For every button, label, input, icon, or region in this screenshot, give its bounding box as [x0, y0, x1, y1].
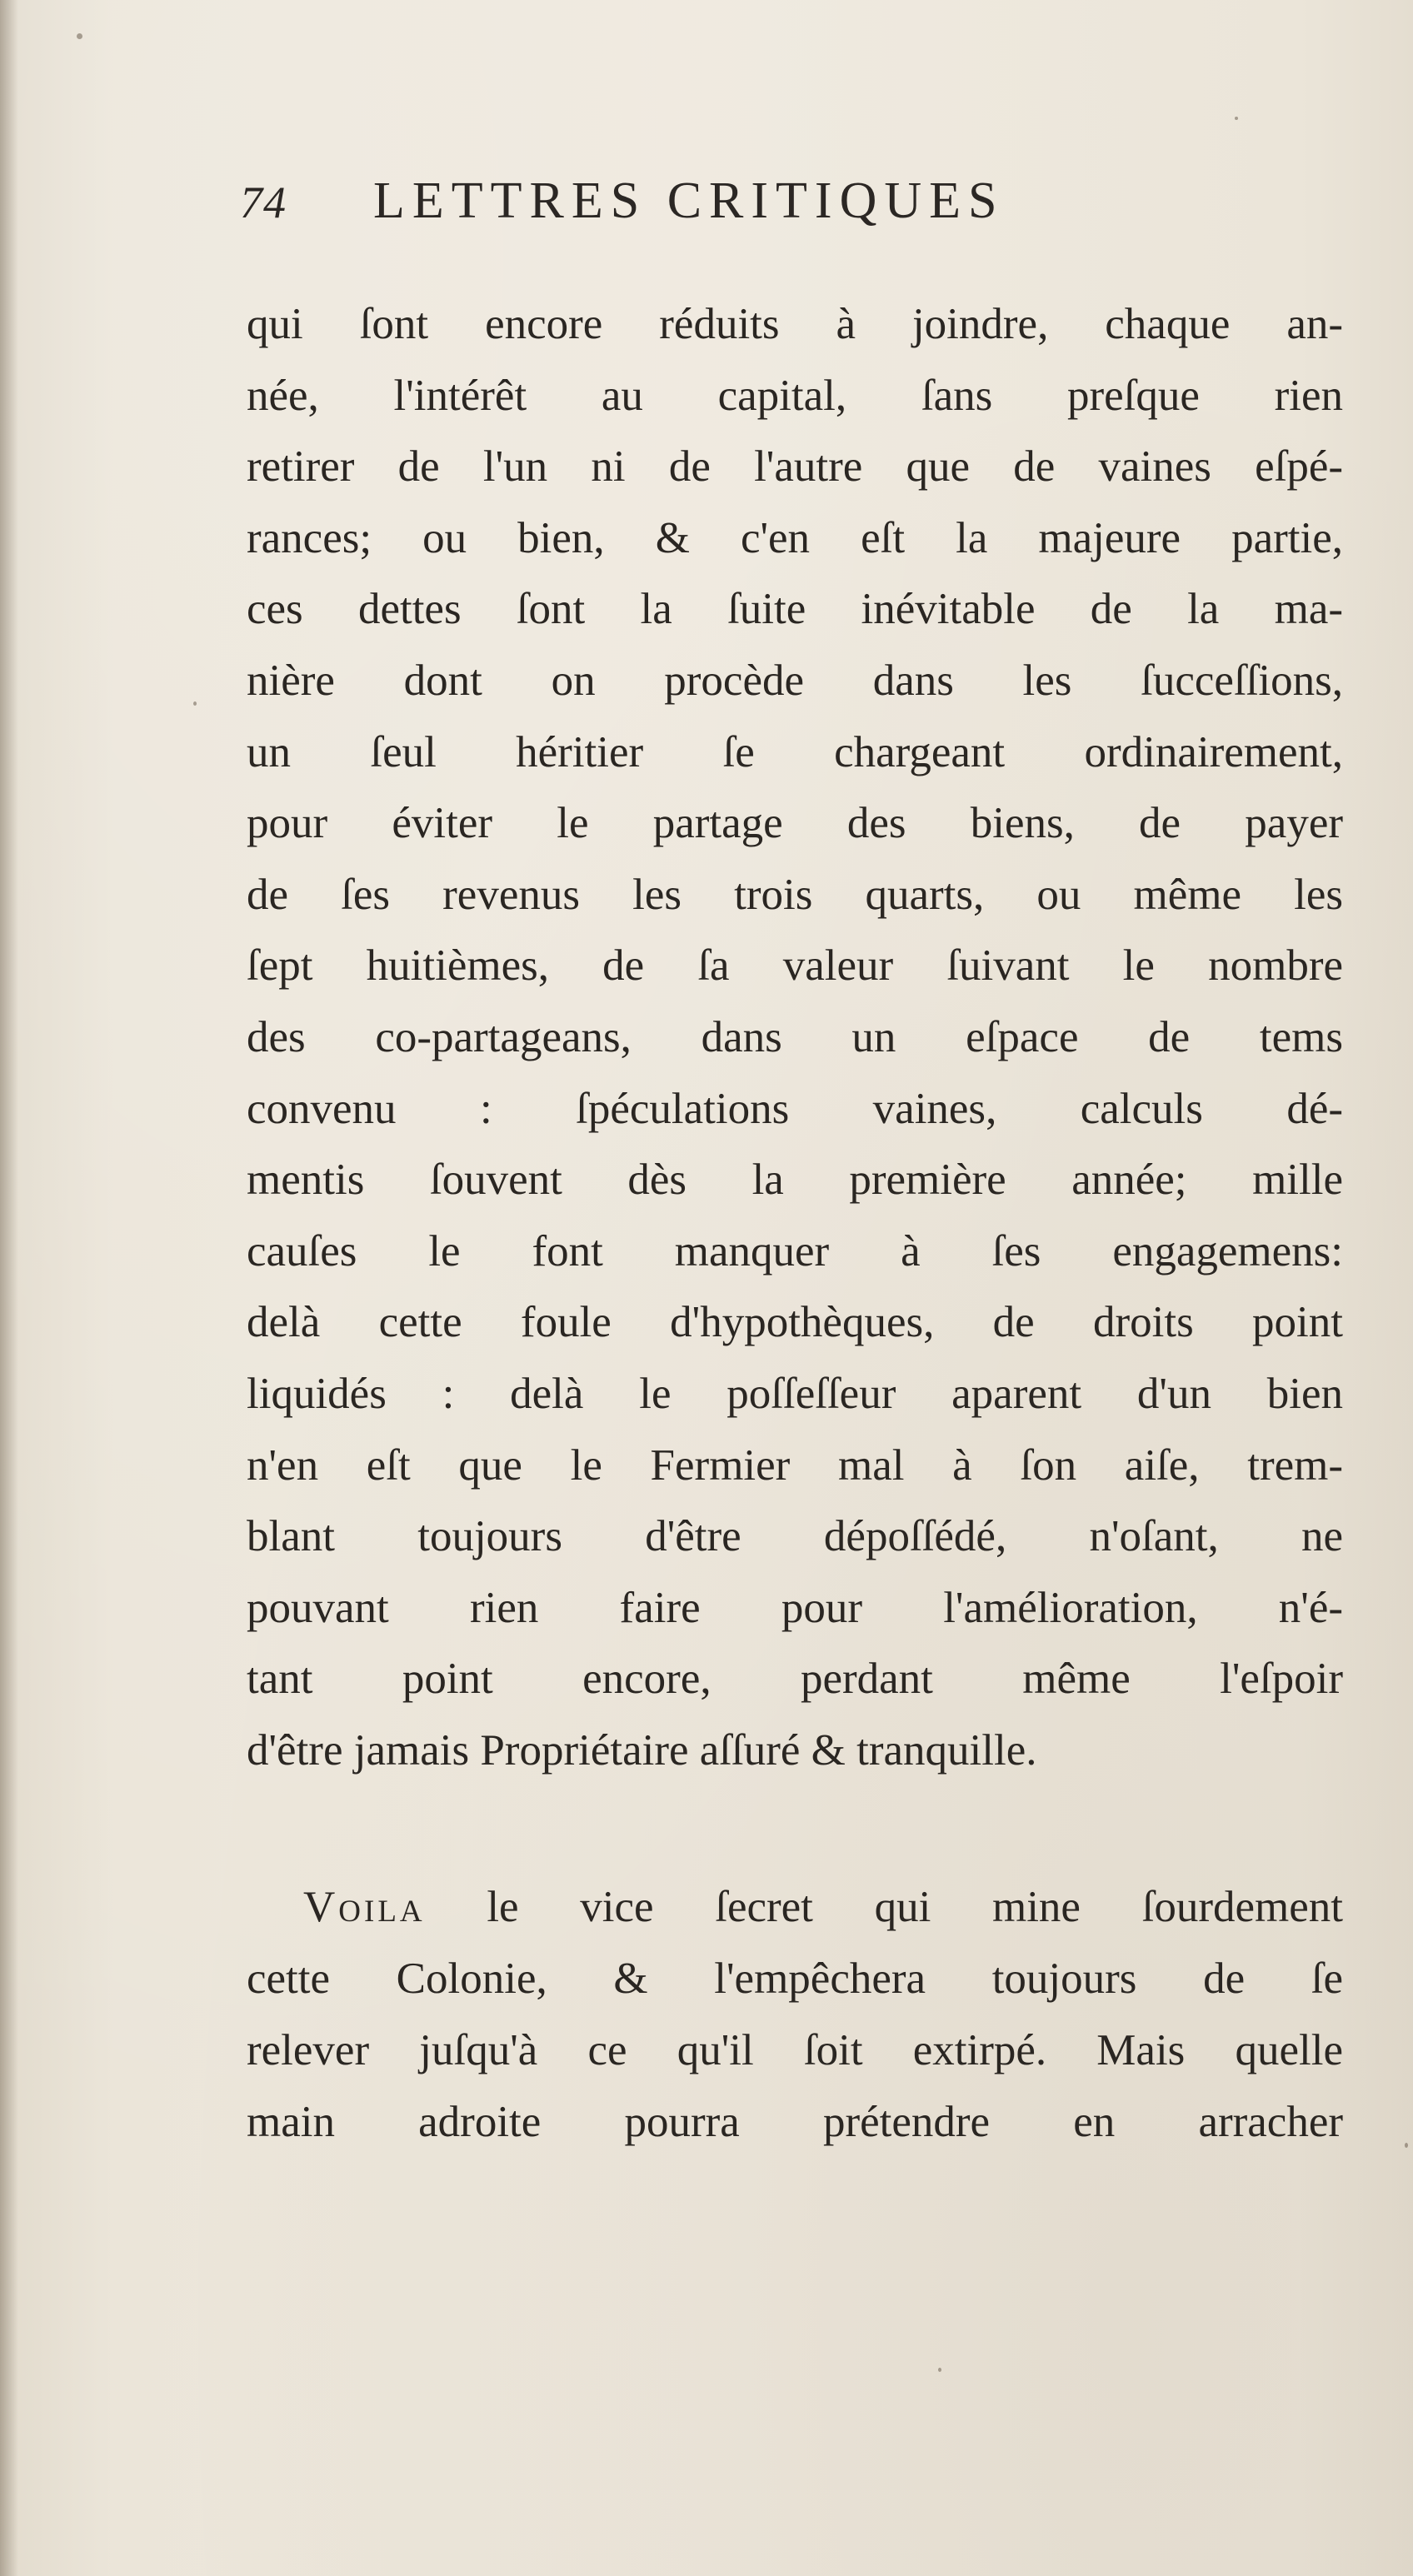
text-line: un ſeul héritier ſe chargeant ordinairement,: [247, 727, 1343, 776]
text-line: main adroite pourra prétendre en arracher: [247, 2098, 1343, 2146]
text-line: cette Colonie, & l'empêchera toujours de ſe: [247, 1954, 1343, 2003]
text-line: blant toujours d'être dépoſſédé, n'oſant, ne: [247, 1512, 1343, 1561]
paper-speck: [77, 33, 82, 39]
text-line: des co-partageans, dans un eſpace de tems: [247, 1012, 1343, 1061]
text-line: liquidés : delà le poſſeſſeur aparent d'un bien: [247, 1369, 1343, 1418]
paper-speck: [1405, 2143, 1408, 2148]
text-line: pour éviter le partage des biens, de payer: [247, 799, 1343, 848]
text-line: d'être jamais Propriétaire aſſuré & tranquille.: [247, 1725, 1037, 1775]
text-line: née, l'intérêt au capital, ſans preſque rien: [247, 371, 1343, 420]
page-number: 74: [240, 177, 287, 227]
text-line-first: [247, 1871, 1343, 1943]
text-line: ces dettes ſont la ſuite inévitable de la ma-: [247, 585, 1343, 634]
running-head: LETTRES CRITIQUES: [373, 172, 1005, 229]
text-line: n'en eſt que le Fermier mal à ſon aiſe, trem-: [247, 1440, 1343, 1490]
lead-word: Voila: [303, 1883, 426, 1931]
text-line: retirer de l'un ni de l'autre que de vaines eſpé-: [247, 442, 1343, 492]
text-line: mentis ſouvent dès la première année; mille: [247, 1156, 1343, 1205]
text-line: de ſes revenus les trois quarts, ou même les: [247, 870, 1343, 919]
first-line-rest: le vice ſecret qui mine ſourdement: [487, 1883, 1344, 1931]
text-line: qui ſont encore réduits à joindre, chaque an-: [247, 300, 1343, 348]
gutter-shadow: [0, 0, 18, 2576]
text-line: pouvant rien faire pour l'amélioration, n'é-: [247, 1583, 1343, 1632]
text-line: nière dont on procède dans les ſucceſſions,: [247, 656, 1343, 705]
text-line: rances; ou bien, & c'en eſt la majeure partie,: [247, 513, 1343, 562]
text-line: convenu : ſpéculations vaines, calculs dé-: [247, 1084, 1343, 1133]
paper-speck: [193, 701, 197, 706]
text-line: tant point encore, perdant même l'eſpoir: [247, 1655, 1343, 1704]
text-line: delà cette foule d'hypothèques, de droits point: [247, 1298, 1343, 1347]
paragraph-1: [247, 289, 1343, 1786]
paper-speck: [1235, 117, 1238, 120]
text-line: relever juſqu'à ce qu'il ſoit extirpé. Mais quelle: [247, 2026, 1343, 2074]
paragraph-2: [247, 1871, 1343, 2158]
text-line: cauſes le font manquer à ſes engagemens:: [247, 1226, 1343, 1276]
paper-speck: [938, 2368, 941, 2372]
text-line: ſept huitièmes, de ſa valeur ſuivant le nombre: [247, 941, 1343, 991]
page-header: [240, 172, 1240, 243]
